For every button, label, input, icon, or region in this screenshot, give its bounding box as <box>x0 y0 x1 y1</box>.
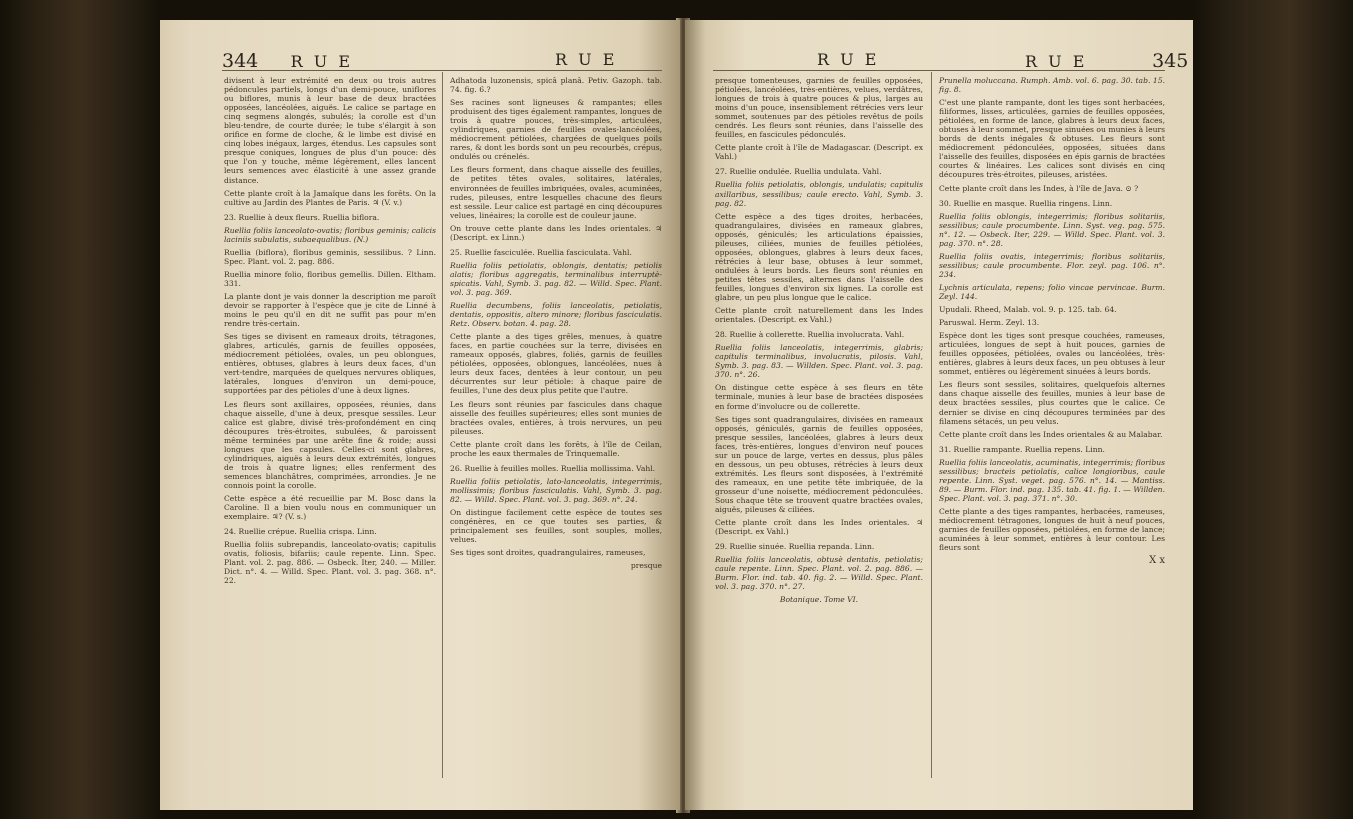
text-paragraph: Ruellia minore folio, floribus gemellis. Dillen. Eltham. 331. <box>224 269 436 288</box>
text-paragraph: Cette plante croît dans les Indes orientales & au Malabar. <box>939 429 1163 439</box>
entry-heading: 30. Ruellie en masque. Ruellia ringens. Linn. <box>939 198 1113 208</box>
right-header-rule <box>713 70 1165 71</box>
text-paragraph: Ruellia foliis lanceolato-ovatis; floribus geminis; calicis laciniis subulatis, subaequalibus. (N.) <box>224 225 436 244</box>
text-paragraph: Cette plante croît à la Jamaïque dans les forêts. On la cultive au Jardin des Plantes de Paris. ♃ (V. v.) <box>224 188 436 207</box>
left-folio: 344 <box>222 50 259 72</box>
entry-heading: 29. Ruellie sinuée. Ruellia repanda. Linn. <box>715 542 875 552</box>
entry-heading: 31. Ruellie rampante. Ruellia repens. Linn. <box>939 444 1105 454</box>
text-paragraph: Prunella moluccana. Rumph. Amb. vol. 6. pag. 30. tab. 15. fig. 8. <box>939 76 1165 95</box>
text-paragraph: Espèce dont les tiges sont presque couchées, rameuses, articulées, longues de sept à huit pouces, garnies de feuilles opposées, pétiolées, ovales ou lancéolées, très-entières, glabres à leurs deux faces, un peu obtuses à leur sommet, entières ou légèrement sinuées à leurs bords. <box>939 331 1165 377</box>
left-column-rule <box>442 72 443 778</box>
text-paragraph: Adhatoda luzonensis, spicâ planâ. Petiv. Gazoph. tab. 74. fig. 6.? <box>450 76 662 95</box>
text-paragraph: Lychnis articulata, repens; folio vincae pervincae. Burm. Zeyl. 144. <box>939 282 1165 301</box>
text-paragraph: Cette plante croît dans les forêts, à l'île de Ceilan, proche les eaux thermales de Trinquemalle. <box>450 439 662 458</box>
text-paragraph: Cette espèce a été recueillie par M. Bosc dans la Caroline. Il a bien voulu nous en communiquer un exemplaire. ♃? (V. s.) <box>224 493 436 522</box>
left-header-right: R U E <box>555 50 618 69</box>
entry-heading: 23. Ruellie à deux fleurs. Ruellia biflora. <box>224 212 380 222</box>
text-paragraph: Ruellia foliis ovatis, integerrimis; floribus solitariis, sessilibus; caule procumbente. Flor. zeyl. pag. 106. n°. 234. <box>939 251 1165 279</box>
left-header-rule <box>222 70 662 71</box>
text-paragraph: Ses racines sont ligneuses & rampantes; elles produisent des tiges également rampantes, longues de trois à quatre pouces, très-simples, articulées, cylindriques, garnies de feuilles ovales-lancéolées, médiocrement pétiolées, chargées de quelques poils rares, & dont les bords sont un peu recourbés, crépus, ondulés ou crénelés. <box>450 98 662 162</box>
right-column-rule <box>931 72 932 778</box>
text-paragraph: On trouve cette plante dans les Indes orientales. ♃ (Descript. ex Linn.) <box>450 223 662 242</box>
text-paragraph: Ses tiges sont quadrangulaires, divisées en rameaux opposés, géniculés, garnis de feuilles opposées, presque sessiles, lancéolées, glabres à leurs deux faces, très-entières, longues d'environ neuf pouces sur un pouce de large, vertes en dessus, plus pâles en dessous, un peu obtuses, rétrécies à leurs deux extrémités. Les fleurs sont disposées, à l'extrémité des rameaux, en une petite tête imbriquée, de la grosseur d'une noisette, médiocrement pédonculées. Sous chaque tête se trouvent quatre bractées ovales, aiguës, pileuses & ciliées. <box>715 414 923 515</box>
text-paragraph: Ruellia foliis oblongis, integerrimis; floribus solitariis, sessilibus; caule procumbente. Linn. Syst. veg. pag. 575. n°. 12. — Osbeck. Iter, 229. — Willd. Spec. Plant. vol. 3. pag. 370. n°. 28. <box>939 211 1165 248</box>
right-column-2 <box>939 76 1165 569</box>
text-paragraph: Cette plante croît dans les Indes, à l'île de Java. ⊙ ? <box>939 183 1139 193</box>
text-paragraph: Ruellia foliis petiolatis, oblongis, undulatis; capitulis axillaribus, sessilibus; caule erecto. Vahl, Symb. 3. pag. 82. <box>715 180 923 208</box>
right-folio: 345 <box>1152 50 1189 72</box>
entry-heading: 28. Ruellie à collerette. Ruellia involucrata. Vahl. <box>715 330 905 340</box>
text-paragraph: Ses tiges sont droites, quadrangulaires, rameuses, <box>450 548 646 558</box>
left-column-2 <box>450 76 662 574</box>
text-paragraph: divisent à leur extrémité en deux ou trois autres pédoncules partiels, longs d'un demi-pouce, uniflores ou biflores, munis à leur base de deux bractées opposées, lancéolées, aiguës. Le calice se partage en cinq segmens alongés, subulés; la corolle est d'un bleu-tendre, de courte durée; le tube s'élargit à son orifice en forme de cloche, & le limbe est divisé en cinq lobes inégaux, larges, étendus. Les capsules sont presque coniques, longues de plus d'un pouce: dès que l'on y touche, même légèrement, elles lancent leurs semences avec élasticité à une assez grande distance. <box>224 76 436 185</box>
text-paragraph: Ses tiges se divisent en rameaux droits, tétragones, glabres, articulés, garnis de feuilles opposées, médiocrement pétiolées, ovales, un peu oblongues, entières, obtuses, glabres à leurs deux faces, d'un vert-tendre, marquées de quelques nervures obliques, latérales, longues d'environ un demi-pouce, supportées par des pétioles d'une à deux lignes. <box>224 332 436 396</box>
signature-line: Botanique. Tome VI. <box>779 595 859 605</box>
right-page <box>685 20 1193 810</box>
left-header-left: R U E <box>290 52 353 71</box>
text-paragraph: Ruellia foliis petiolatis, lato-lanceolatis, integerrimis, mollissimis; floribus fasciculatis. Vahl, Symb. 3. pag. 82. — Willd. Spec. Plant. vol. 3. pag. 369. n°. 24. <box>450 476 662 504</box>
catchword: presque <box>630 561 662 571</box>
text-paragraph: Cette plante croît à l'île de Madagascar. (Descript. ex Vahl.) <box>715 143 923 162</box>
entry-heading: 26. Ruellie à feuilles molles. Ruellia mollissima. Vahl. <box>450 463 656 473</box>
left-page-header <box>222 50 353 72</box>
text-paragraph: Ruellia (biflora), floribus geminis, sessilibus. ? Linn. Spec. Plant. vol. 2. pag. 886. <box>224 247 436 266</box>
entry-heading: 25. Ruellie fasciculée. Ruellia fasciculata. Vahl. <box>450 247 632 257</box>
left-page <box>160 20 680 810</box>
text-paragraph: Les fleurs forment, dans chaque aisselle des feuilles, de petites têtes ovales, solitaires, latérales, environnées de feuilles imbriquées, ovales, acuminées, rudes, pileuses, entre lesquelles chacune des fleurs est sessile. Leur calice est partagé en cinq découpures velues, linéaires; la corolle est de couleur jaune. <box>450 165 662 220</box>
text-paragraph: Ruellia foliis lanceolatis, acuminatis, integerrimis; floribus sessilibus; bracteis petiolatis, calice longioribus, caule repente. Linn. Syst. veget. pag. 576. n°. 14. — Mantiss. 89. — Burm. Flor. ind. pag. 135. tab. 41. fig. 1. — Willden. Spec. Plant. vol. 3. pag. 371. n°. 30. <box>939 457 1165 503</box>
text-paragraph: La plante dont je vais donner la description me paroît devoir se rapporter à l'espèce que je cite de Linné à moins le peu qu'il en dit ne suffit pas pour m'en rendre très-certain. <box>224 291 436 329</box>
text-paragraph: Ruellia foliis lanceolatis, integerrimis, glabris; capitulis terminalibus, involucratis, pilosis. Vahl, Symb. 3. pag. 83. — Willden. Spec. Plant. vol. 3. pag. 370. n°. 26. <box>715 343 923 380</box>
right-page-header <box>1025 50 1188 72</box>
text-paragraph: Les fleurs sont axillaires, opposées, réunies, dans chaque aisselle, d'une à deux, presque sessiles. Leur calice est glabre, divisé très-profondément en cinq découpures très-étroites, subulées, & paroissent même terminées par une arête fine & roide; aussi longues que les capsules. Celles-ci sont glabres, cylindriques, aiguës à leurs deux extrémités, longues de trois à quatre lignes; elles renferment des semences blanchâtres, comprimées, arrondies. Je ne connois point la corolle. <box>224 399 436 490</box>
text-paragraph: Les fleurs sont sessiles, solitaires, quelquefois alternes dans chaque aisselle des feuilles, munies à leur base de deux bractées sessiles, plus courtes que le calice. Ce dernier se divise en cinq découpures terminées par des filamens sétacés, un peu velus. <box>939 380 1165 426</box>
text-paragraph: Cette plante a des tiges grêles, menues, à quatre faces, en partie couchées sur la terre, divisées en rameaux opposés, glabres, foliés, garnis de feuilles pétiolées, opposées, oblongues, lancéolées, nues à leurs deux faces, dentées à leur contour, un peu décurrentes sur leur pétiole: à chaque paire de feuilles, l'une des deux plus petite que l'autre. <box>450 332 662 396</box>
text-paragraph: Ruellia foliis lanceolatis, obtusè dentatis, petiolatis; caule repente. Linn. Spec. Plant. vol. 2. pag. 886. — Burm. Flor. ind. tab. 40. fig. 2. — Willd. Spec. Plant. vol. 3. pag. 370. n°. 27. <box>715 555 923 592</box>
text-paragraph: Cette espèce a des tiges droites, herbacées, quadrangulaires, divisées en rameaux glabres, opposés, géniculés; les articulations épaissies, pileuses, ciliées, munies de feuilles pétiolées, opposées, oblongues, glabres à leurs deux faces, rétrécies à leur base, obtuses à leur sommet, ondulées à leurs bords. Les fleurs sont réunies en petites têtes sessiles, alternes dans l'aisselle des feuilles, longues d'environ six lignes. La corolle est glabre, un peu plus longue que le calice. <box>715 211 923 303</box>
text-paragraph: On distingue cette espèce à ses fleurs en tête terminale, munies à leur base de bractées disposées en forme d'involucre ou de collerette. <box>715 383 923 411</box>
left-column-1 <box>224 76 436 589</box>
signature-mark: X x <box>1149 555 1165 567</box>
text-paragraph: Paruswal. Herm. Zeyl. 13. <box>939 318 1040 328</box>
text-paragraph: C'est une plante rampante, dont les tiges sont herbacées, filiformes, lisses, articulées, garnies de feuilles opposées, pétiolées, en forme de lance, glabres à leurs deux faces, obtuses à leur sommet, presque sinuées ou munies à leurs bords de dents inégales & obtuses. Les fleurs sont médiocrement pédonculées, opposées, situées dans l'aisselle des feuilles, disposées en épis garnis de bractées courtes & linéaires. Les calices sont divisés en cinq découpures très-étroites, pileuses, aristées. <box>939 98 1165 180</box>
right-header-right: R U E <box>1025 52 1088 71</box>
text-paragraph: Ruellia decumbens, foliis lanceolatis, petiolatis, dentatis, oppositis, altero minore; floribus fasciculatis. Retz. Observ. botan. 4. pag. 28. <box>450 301 662 329</box>
text-paragraph: Upudali. Rheed, Malab. vol. 9. p. 125. tab. 64. <box>939 305 1117 315</box>
text-paragraph: Ruellia foliis subrepandis, lanceolato-ovatis; capitulis ovatis, foliosis, bifariis; caule repente. Linn. Spec. Plant. vol. 2. pag. 886. — Osbeck. Iter, 240. — Miller. Dict. n°. 4. — Willd. Spec. Plant. vol. 3. pag. 368. n°. 22. <box>224 540 436 586</box>
entry-heading: 27. Ruellie ondulée. Ruellia undulata. Vahl. <box>715 167 882 177</box>
text-paragraph: On distingue facilement cette espèce de toutes ses congénères, en ce que toutes ses parties, & principalement ses feuilles, sont souples, molles, velues. <box>450 507 662 545</box>
right-header-left: R U E <box>817 50 880 69</box>
text-paragraph: Les fleurs sont réunies par fascicules dans chaque aisselle des feuilles supérieures; elles sont munies de bractées ovales, entières, à trois nervures, un peu pileuses. <box>450 399 662 436</box>
right-column-1 <box>715 76 923 608</box>
entry-heading: 24. Ruellie crépue. Ruellia crispa. Linn. <box>224 527 377 537</box>
text-paragraph: presque tomenteuses, garnies de feuilles opposées, pétiolées, lancéolées, très-entières, velues, verdâtres, longues de trois à quatre pouces & plus, larges au moins d'un pouce, insensiblement rétrécies vers leur sommet, soutenues par des pétioles revêtus de poils cendrés. Les fleurs sont réunies, dans l'aisselle des feuilles, en fascicules pédonculés. <box>715 76 923 140</box>
text-paragraph: Cette plante croît dans les Indes orientales. ♃ (Descript. ex Vahl.) <box>715 518 923 537</box>
text-paragraph: Cette plante a des tiges rampantes, herbacées, rameuses, médiocrement tétragones, longues de huit à neuf pouces, garnies de feuilles opposées, pétiolées, en forme de lance; acuminées à leur sommet, entières à leur contour. Les fleurs sont <box>939 506 1165 553</box>
text-paragraph: Cette plante croît naturellement dans les Indes orientales. (Descript. ex Vahl.) <box>715 306 923 325</box>
text-paragraph: Ruellia foliis petiolatis, oblongis, dentatis; petiolis alatis; floribus aggregatis, terminalibus interruptè-spicatis. Vahl, Symb. 3. pag. 82. — Willd. Spec. Plant. vol. 3. pag. 369. <box>450 260 662 297</box>
